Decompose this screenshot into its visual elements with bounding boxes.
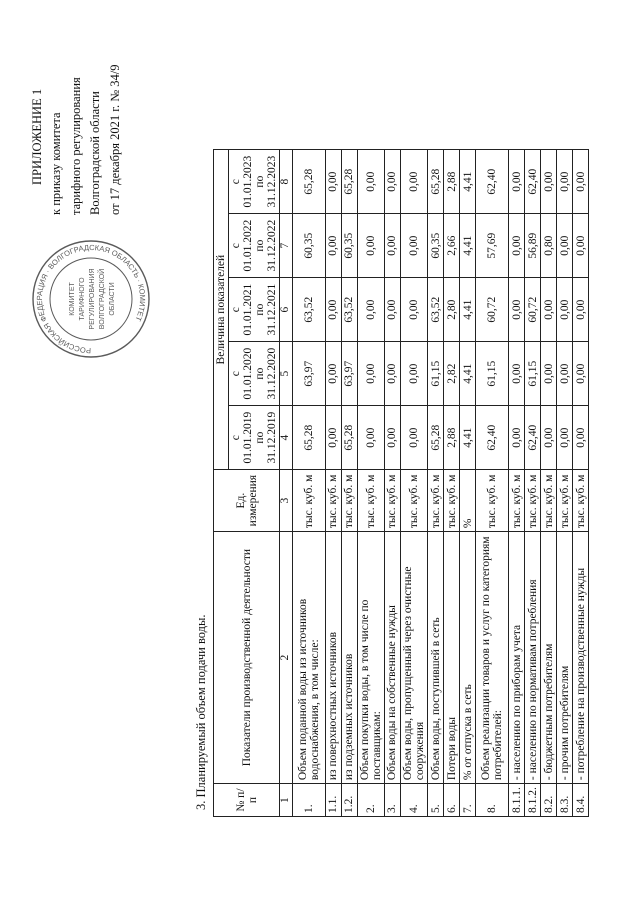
header-unit: Ед. измерения xyxy=(214,470,280,532)
table-row xyxy=(444,150,460,817)
column-index: 5 xyxy=(280,342,293,406)
row-value: 0,00 xyxy=(400,342,427,406)
row-indicator: % от отпуска в сеть xyxy=(460,532,476,784)
column-index: 4 xyxy=(280,406,293,470)
table-row xyxy=(557,150,573,817)
row-value: 0,00 xyxy=(384,150,400,214)
table-row xyxy=(292,150,325,817)
row-value: 0,00 xyxy=(541,150,557,214)
row-value: 2,82 xyxy=(444,342,460,406)
row-value: 0,00 xyxy=(557,342,573,406)
row-value: 0,80 xyxy=(541,214,557,278)
table-row xyxy=(428,150,444,817)
header-period: с 01.01.2023 по 31.12.2023 xyxy=(229,150,280,214)
row-value: 0,00 xyxy=(573,214,589,278)
row-value: 0,00 xyxy=(541,342,557,406)
row-number: 1.2. xyxy=(341,784,357,817)
column-index: 7 xyxy=(280,214,293,278)
header-num: № п/п xyxy=(214,784,280,817)
row-number: 8. xyxy=(476,784,509,817)
row-unit: тыс. куб. м xyxy=(341,470,357,532)
row-indicator: Объем воды, поступившей в сеть xyxy=(428,532,444,784)
row-indicator: Объем поданной воды из источников водоснабжения, в том числе: xyxy=(292,532,325,784)
row-value: 61,15 xyxy=(428,342,444,406)
row-unit: тыс. куб. м xyxy=(400,470,427,532)
row-value: 4,41 xyxy=(460,278,476,342)
row-number: 4. xyxy=(400,784,427,817)
table-row xyxy=(384,150,400,817)
row-indicator: - бюджетным потребителям xyxy=(541,532,557,784)
row-value: 0,00 xyxy=(509,278,525,342)
row-value: 0,00 xyxy=(357,150,384,214)
table-row xyxy=(341,150,357,817)
row-value: 0,00 xyxy=(325,150,341,214)
row-number: 8.1.1. xyxy=(509,784,525,817)
row-value: 4,41 xyxy=(460,150,476,214)
column-index: 3 xyxy=(280,470,293,532)
table-row xyxy=(325,150,341,817)
row-value: 0,00 xyxy=(509,342,525,406)
row-number: 1.1. xyxy=(325,784,341,817)
row-value: 57,69 xyxy=(476,214,509,278)
row-value: 0,00 xyxy=(400,214,427,278)
row-value: 61,15 xyxy=(525,342,541,406)
row-indicator: Объем реализации товаров и услуг по категориям потребителей: xyxy=(476,532,509,784)
row-value: 60,72 xyxy=(476,278,509,342)
row-indicator: Объем покупки воды, в том числе по поставщикам: xyxy=(357,532,384,784)
row-value: 62,40 xyxy=(476,150,509,214)
row-indicator: Потери воды xyxy=(444,532,460,784)
row-indicator: - потребление на производственные нужды xyxy=(573,532,589,784)
row-number: 5. xyxy=(428,784,444,817)
row-value: 0,00 xyxy=(573,278,589,342)
row-value: 65,28 xyxy=(292,406,325,470)
row-value: 0,00 xyxy=(384,278,400,342)
row-value: 2,88 xyxy=(444,406,460,470)
row-value: 0,00 xyxy=(573,406,589,470)
row-value: 65,28 xyxy=(341,150,357,214)
row-value: 2,66 xyxy=(444,214,460,278)
row-indicator: из подземных источников xyxy=(341,532,357,784)
row-value: 4,41 xyxy=(460,342,476,406)
row-value: 62,40 xyxy=(525,150,541,214)
row-value: 4,41 xyxy=(460,406,476,470)
row-value: 0,00 xyxy=(541,406,557,470)
row-value: 0,00 xyxy=(557,150,573,214)
row-value: 0,00 xyxy=(357,214,384,278)
approval-line: тарифного регулирования xyxy=(68,77,83,215)
row-indicator: Объем воды, пропущенный через очистные сооружения xyxy=(400,532,427,784)
table-row xyxy=(541,150,557,817)
row-unit: тыс. куб. м xyxy=(428,470,444,532)
row-value: 62,40 xyxy=(525,406,541,470)
header-values-group: Величина показателей xyxy=(214,150,229,470)
row-number: 8.4. xyxy=(573,784,589,817)
row-value: 0,00 xyxy=(400,150,427,214)
table-body xyxy=(292,150,588,817)
seal-inner-line: ТАРИФНОГО xyxy=(79,277,86,321)
row-unit: тыс. куб. м xyxy=(573,470,589,532)
row-value: 65,28 xyxy=(341,406,357,470)
row-indicator: - прочим потребителям xyxy=(557,532,573,784)
row-value: 63,52 xyxy=(292,278,325,342)
header-period: с 01.01.2021 по 31.12.2021 xyxy=(229,278,280,342)
seal-inner-line: ВОЛГОГРАДСКОЙ xyxy=(99,268,106,330)
row-value: 0,00 xyxy=(557,278,573,342)
row-number: 6. xyxy=(444,784,460,817)
header-period: с 01.01.2020 по 31.12.2020 xyxy=(229,342,280,406)
section-title: 3. Планируемый объем подачи воды. xyxy=(194,614,208,810)
row-value: 65,28 xyxy=(428,406,444,470)
seal-inner-line: КОМИТЕТ xyxy=(69,282,76,316)
row-number: 1. xyxy=(292,784,325,817)
row-value: 2,88 xyxy=(444,150,460,214)
approval-line: к приказу комитета xyxy=(49,112,64,215)
row-value: 0,00 xyxy=(357,278,384,342)
row-value: 0,00 xyxy=(509,214,525,278)
row-value: 60,35 xyxy=(292,214,325,278)
column-index: 1 xyxy=(280,784,293,817)
table-row xyxy=(460,150,476,817)
table-row xyxy=(400,150,427,817)
row-value: 0,00 xyxy=(357,406,384,470)
row-value: 60,35 xyxy=(341,214,357,278)
row-indicator: - населению по нормативам потребления xyxy=(525,532,541,784)
row-value: 0,00 xyxy=(509,150,525,214)
row-unit: тыс. куб. м xyxy=(292,470,325,532)
row-value: 0,00 xyxy=(325,406,341,470)
seal-inner-line: РЕГУЛИРОВАНИЯ xyxy=(89,268,96,330)
table-row xyxy=(525,150,541,817)
row-value: 56,89 xyxy=(525,214,541,278)
row-value: 63,52 xyxy=(428,278,444,342)
row-value: 4,41 xyxy=(460,214,476,278)
row-value: 65,28 xyxy=(428,150,444,214)
row-value: 2,80 xyxy=(444,278,460,342)
row-value: 0,00 xyxy=(325,342,341,406)
seal-outer-text: РОССИЙСКАЯ ФЕДЕРАЦИЯ · ВОЛГОГРАДСКАЯ ОБЛАСТЬ · КОМИТЕТ xyxy=(34,242,148,356)
row-value: 0,00 xyxy=(325,278,341,342)
row-indicator: Объем воды на собственные нужды xyxy=(384,532,400,784)
row-value: 0,00 xyxy=(557,214,573,278)
row-number: 2. xyxy=(357,784,384,817)
header-period: с 01.01.2019 по 31.12.2019 xyxy=(229,406,280,470)
row-value: 0,00 xyxy=(384,406,400,470)
row-unit: тыс. куб. м xyxy=(557,470,573,532)
row-unit: тыс. куб. м xyxy=(541,470,557,532)
table-row xyxy=(476,150,509,817)
approval-line: от 17 декабря 2021 г. № 34/9 xyxy=(107,64,122,215)
header-period: с 01.01.2022 по 31.12.2022 xyxy=(229,214,280,278)
row-value: 63,97 xyxy=(341,342,357,406)
row-unit: тыс. куб. м xyxy=(325,470,341,532)
approval-block xyxy=(28,5,125,335)
row-value: 0,00 xyxy=(400,406,427,470)
row-unit: % xyxy=(460,470,476,532)
row-value: 60,35 xyxy=(428,214,444,278)
row-value: 0,00 xyxy=(384,342,400,406)
table-row xyxy=(357,150,384,817)
row-value: 0,00 xyxy=(509,406,525,470)
row-unit: тыс. куб. м xyxy=(476,470,509,532)
row-value: 0,00 xyxy=(573,150,589,214)
row-value: 0,00 xyxy=(357,342,384,406)
row-number: 3. xyxy=(384,784,400,817)
row-number: 8.3. xyxy=(557,784,573,817)
row-value: 62,40 xyxy=(476,406,509,470)
row-value: 0,00 xyxy=(384,214,400,278)
row-unit: тыс. куб. м xyxy=(357,470,384,532)
table-row xyxy=(573,150,589,817)
row-number: 8.1.2. xyxy=(525,784,541,817)
row-value: 61,15 xyxy=(476,342,509,406)
row-unit: тыс. куб. м xyxy=(384,470,400,532)
column-index: 6 xyxy=(280,278,293,342)
row-value: 0,00 xyxy=(400,278,427,342)
appendix-label: ПРИЛОЖЕНИЕ 1 xyxy=(30,88,44,185)
row-value: 63,52 xyxy=(341,278,357,342)
row-unit: тыс. куб. м xyxy=(444,470,460,532)
header-indicator: Показатели производственной деятельности xyxy=(214,532,280,784)
row-value: 0,00 xyxy=(573,342,589,406)
row-value: 0,00 xyxy=(541,278,557,342)
row-indicator: из поверхностных источников xyxy=(325,532,341,784)
row-value: 0,00 xyxy=(325,214,341,278)
seal-inner-line: ОБЛАСТИ xyxy=(109,282,116,316)
water-supply-table xyxy=(213,149,589,817)
column-index: 8 xyxy=(280,150,293,214)
row-number: 8.2. xyxy=(541,784,557,817)
row-value: 60,72 xyxy=(525,278,541,342)
table-row xyxy=(509,150,525,817)
row-indicator: - населению по приборам учета xyxy=(509,532,525,784)
row-number: 7. xyxy=(460,784,476,817)
approval-line: Волгоградской области xyxy=(88,91,103,215)
row-unit: тыс. куб. м xyxy=(525,470,541,532)
row-unit: тыс. куб. м xyxy=(509,470,525,532)
row-value: 63,97 xyxy=(292,342,325,406)
row-value: 65,28 xyxy=(292,150,325,214)
column-index: 2 xyxy=(280,532,293,784)
row-value: 0,00 xyxy=(557,406,573,470)
